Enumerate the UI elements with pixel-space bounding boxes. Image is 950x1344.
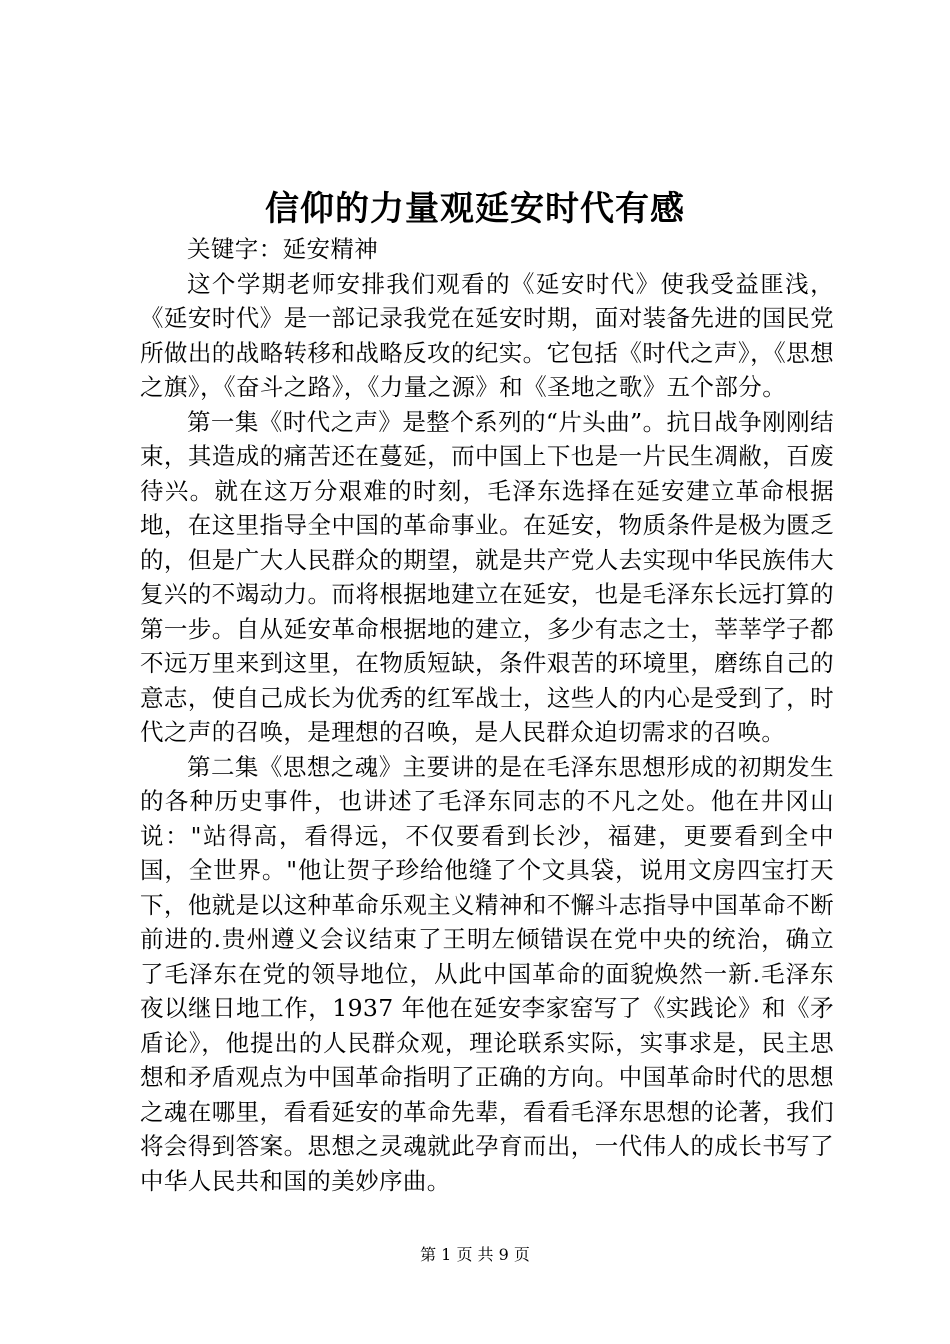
document-body xyxy=(140,232,834,1198)
keywords-line: 关键字：延安精神 xyxy=(187,235,379,263)
page-footer: 第 1 页 共 9 页 xyxy=(420,1245,530,1264)
paragraph-episode-two: 第二集《思想之魂》主要讲的是在毛泽东思想形成的初期发生的各种历史事件，也讲述了毛泽东同志的不凡之处。他在井冈山说："站得高，看得远，不仅要看到长沙，福建，更要看到全中国，全世界。"他让贺子珍给他缝了个文具袋，说用文房四宝打天下，他就是以这种革命乐观主义精神和不懈斗志指导中国革命不断前进的.贵州遵义会议结束了王明左倾错误在党中央的统治，确立了毛泽东在党的领导地位，从此中国革命的面貌焕然一新.毛泽东夜以继日地工作，1937 年他在延安李家窑写了《实践论》和《矛盾论》，他提出的人民群众观，理论联系实际，实事求是，民主思想和矛盾观点为中国革命指明了正确的方向。中国革命时代的思想之魂在哪里，看看延安的革命先辈，看看毛泽东思想的论著，我们将会得到答案。思想之灵魂就此孕育而出，一代伟人的成长书写了中华人民共和国的美妙序曲。 xyxy=(140,752,834,1195)
paragraph-intro: 这个学期老师安排我们观看的《延安时代》使我受益匪浅，《延安时代》是一部记录我党在延安时期，面对装备先进的国民党所做出的战略转移和战略反攻的纪实。它包括《时代之声》，《思想之旗》，《奋斗之路》，《力量之源》和《圣地之歌》五个部分。 xyxy=(140,269,834,401)
paragraph-episode-one: 第一集《时代之声》是整个系列的“片头曲”。抗日战争刚刚结束，其造成的痛苦还在蔓延，而中国上下也是一片民生凋敝，百废待兴。就在这万分艰难的时刻，毛泽东选择在延安建立革命根据地，在这里指导全中国的革命事业。在延安，物质条件是极为匮乏的，但是广大人民群众的期望，就是共产党人去实现中华民族伟大复兴的不竭动力。而将根据地建立在延安，也是毛泽东长远打算的第一步。自从延安革命根据地的建立，多少有志之士，莘莘学子都不远万里来到这里，在物质短缺，条件艰苦的环境里，磨练自己的意志，使自己成长为优秀的红军战士，这些人的内心是受到了，时代之声的召唤，是理想的召唤，是人民群众迫切需求的召唤。 xyxy=(140,407,834,746)
document-title: 信仰的力量观延安时代有感 xyxy=(265,189,685,229)
